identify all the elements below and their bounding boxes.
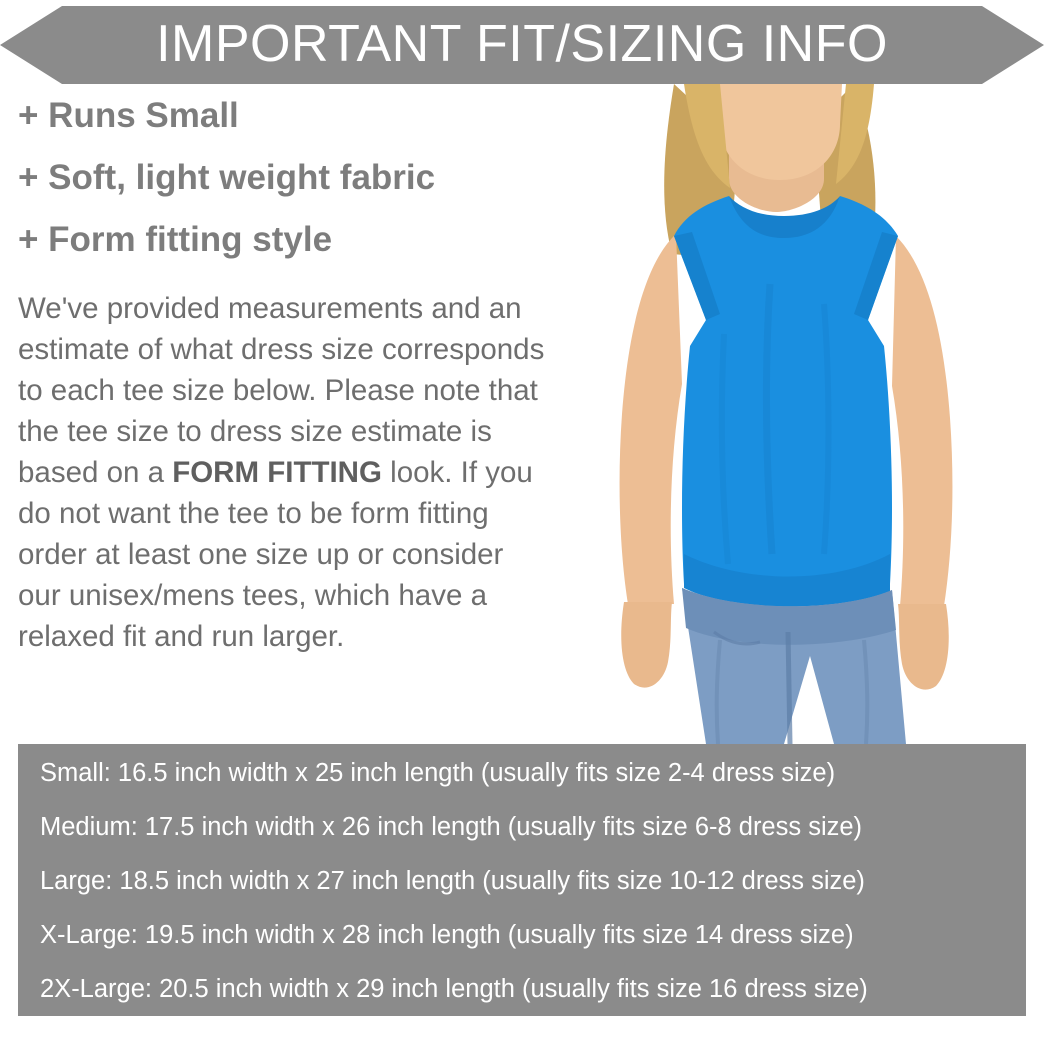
model-photo (524, 84, 1044, 744)
description-text-after: look. If you do not want the tee to be form fitting order at least one size up or consider our unisex/mens tees, which have a relaxed fit and run larger. (18, 456, 533, 653)
size-row-xlarge: X-Large: 19.5 inch width x 28 inch length (usually fits size 14 dress size) (40, 921, 854, 949)
size-row-large: Large: 18.5 inch width x 27 inch length (usually fits size 10-12 dress size) (40, 867, 865, 895)
size-row-small: Small: 16.5 inch width x 25 inch length (usually fits size 2-4 dress size) (40, 759, 836, 787)
bullet-list (18, 96, 558, 282)
size-row-medium: Medium: 17.5 inch width x 26 inch length (usually fits size 6-8 dress size) (40, 813, 863, 841)
description-paragraph (18, 288, 548, 657)
banner (0, 6, 1044, 84)
bullet-item-form-fitting: + Form fitting style (18, 220, 333, 259)
size-table (18, 744, 1026, 1016)
bullet-item-soft-fabric: + Soft, light weight fabric (18, 158, 436, 197)
page-title: IMPORTANT FIT/SIZING INFO (156, 15, 888, 73)
description-text-before: We've provided measurements and an estimate of what dress size corresponds to each tee size below. Please note that the tee size to dress size estimate is based on a (18, 292, 545, 489)
description-emphasis: FORM FITTING (172, 456, 382, 489)
bullet-item-runs-small: + Runs Small (18, 96, 239, 135)
size-row-2xlarge: 2X-Large: 20.5 inch width x 29 inch length (usually fits size 16 dress size) (40, 975, 868, 1003)
